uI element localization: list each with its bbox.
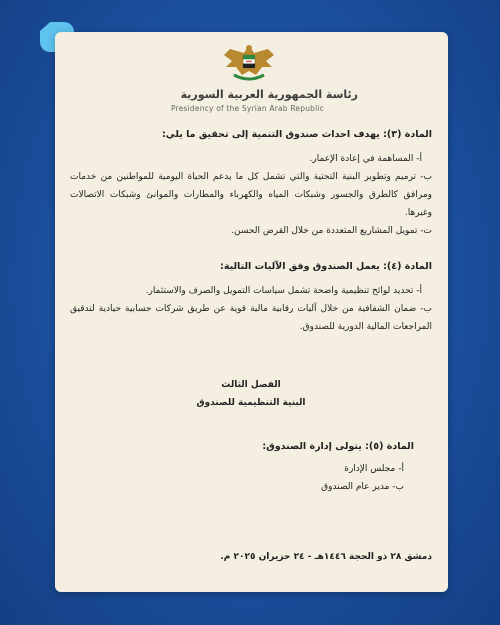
article-3-section [70, 126, 432, 144]
article-5-items [70, 460, 432, 496]
chapter-heading [70, 376, 432, 412]
article-3-items [70, 150, 432, 240]
chapter-subtitle: البنية التنظيمية للصندوق [196, 398, 306, 408]
article-3-title: المادة (٣): يهدف احداث صندوق التنمية إلى تحقيق ما يلي: [161, 129, 432, 140]
header-title-english: Presidency of the Syrian Arab Republic [171, 104, 325, 113]
header-title-arabic: رئاسة الجمهورية العربية السورية [180, 88, 358, 101]
article-3-item-t: ت- تمويل المشاريع المتعددة من خلال القرض الحسن. [231, 226, 432, 236]
article-5-title: المادة (٥): يتولى إدارة الصندوق: [262, 441, 414, 452]
article-5-item-a: أ- مجلس الإدارة [344, 464, 404, 474]
article-4-section [70, 258, 432, 276]
chapter-title: الفصل الثالث [221, 380, 281, 390]
article-4-items [70, 282, 432, 336]
article-4-title: المادة (٤): يعمل الصندوق وفق الآليات التالية: [220, 261, 432, 272]
document-page [55, 32, 448, 592]
article-4-item-b: ب- ضمان الشفافية من خلال آليات رقابية مالية قوية عن طريق شركات حسابية حيادية لتدقيق المراجعات المالية الدورية للصندوق. [70, 304, 432, 332]
date-line: دمشق ٢٨ ذو الحجة ١٤٤٦هـ - ٢٤ حزيران ٢٠٢٥ م. [220, 552, 432, 562]
article-5-item-b: ب- مدير عام الصندوق [321, 482, 404, 492]
article-4-item-a: أ- تحديد لوائح تنظيمية واضحة تشمل سياسات التمويل والصرف والاستثمار. [145, 286, 422, 296]
article-3-item-a: أ- المساهمة في إعادة الإعمار. [309, 154, 422, 164]
article-3-item-b: ب- ترميم وتطوير البنية التحتية والتي تشمل كل ما يدعم الحياة اليومية للمواطنين من خدمات ومرافق كالطرق والجسور وشبكات المياه والكهرباء والمطارات والموانئ وشبكات الاتصالات وغيرها. [70, 172, 432, 218]
eagle-emblem-icon [220, 41, 278, 85]
article-5-section [70, 438, 432, 456]
